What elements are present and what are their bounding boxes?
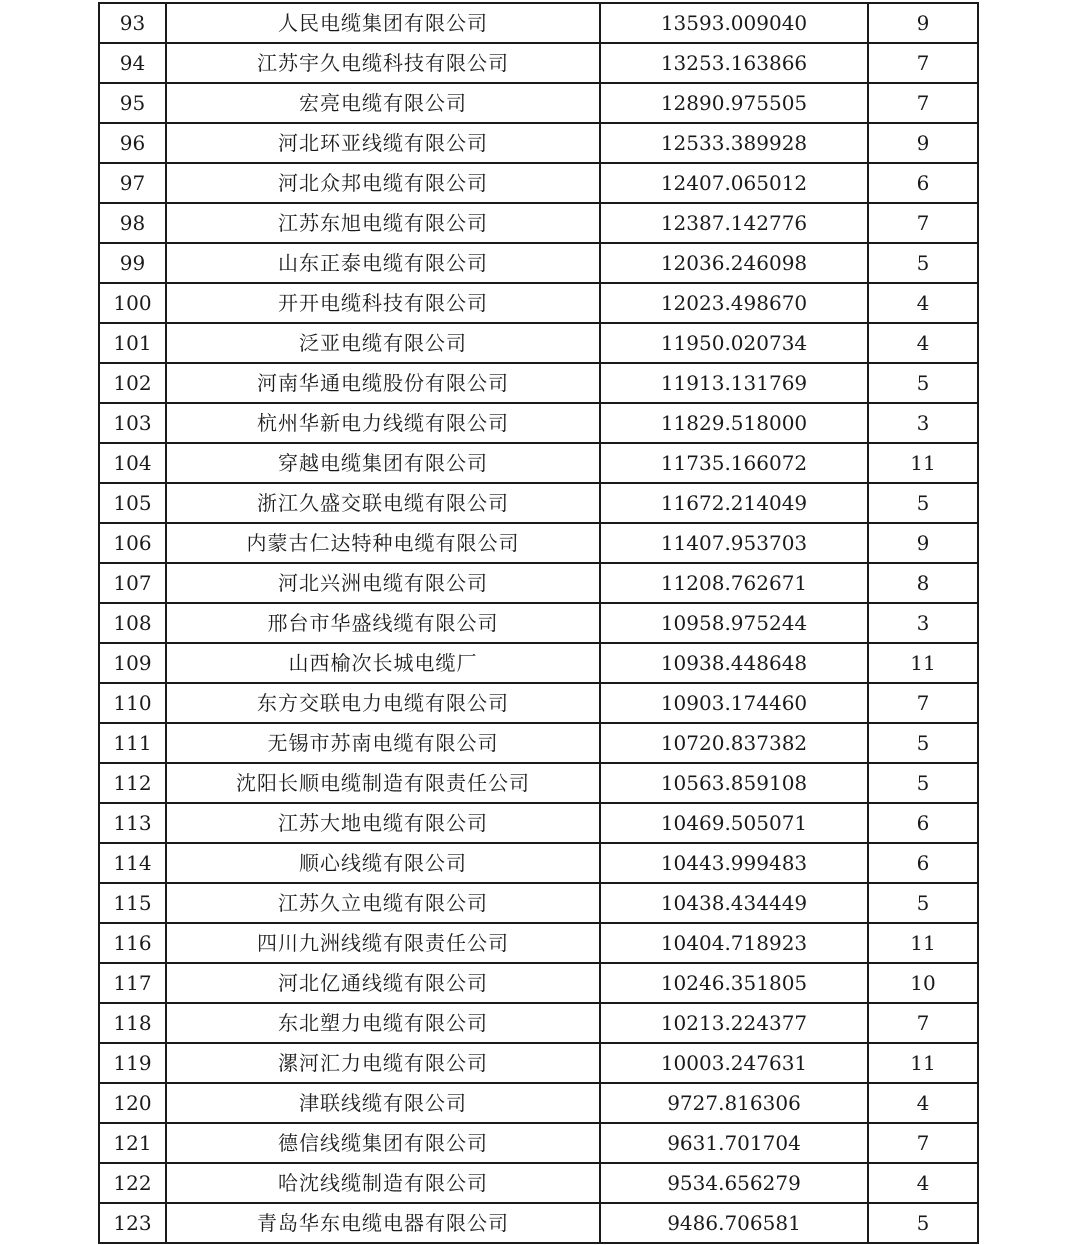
- company-name-cell: 青岛华东电缆电器有限公司: [166, 1203, 600, 1243]
- value-cell: 9727.816306: [600, 1083, 868, 1123]
- table-row: [99, 43, 978, 83]
- company-name-cell: 江苏久立电缆有限公司: [166, 883, 600, 923]
- count-cell: 5: [868, 363, 978, 403]
- table-row: [99, 203, 978, 243]
- count-cell: 4: [868, 283, 978, 323]
- table-row: [99, 643, 978, 683]
- rank-cell: 123: [99, 1203, 166, 1243]
- company-name-cell: 德信线缆集团有限公司: [166, 1123, 600, 1163]
- company-name-cell: 东方交联电力电缆有限公司: [166, 683, 600, 723]
- value-cell: 10563.859108: [600, 763, 868, 803]
- company-name-cell: 泛亚电缆有限公司: [166, 323, 600, 363]
- count-cell: 5: [868, 243, 978, 283]
- rank-cell: 97: [99, 163, 166, 203]
- company-name-cell: 河北众邦电缆有限公司: [166, 163, 600, 203]
- table-row: [99, 1163, 978, 1203]
- value-cell: 10469.505071: [600, 803, 868, 843]
- value-cell: 11913.131769: [600, 363, 868, 403]
- table-row: [99, 483, 978, 523]
- table-row: [99, 843, 978, 883]
- table-row: [99, 1203, 978, 1243]
- value-cell: 10404.718923: [600, 923, 868, 963]
- company-name-cell: 开开电缆科技有限公司: [166, 283, 600, 323]
- value-cell: 10958.975244: [600, 603, 868, 643]
- rank-cell: 106: [99, 523, 166, 563]
- value-cell: 10938.448648: [600, 643, 868, 683]
- table-row: [99, 443, 978, 483]
- table-row: [99, 323, 978, 363]
- value-cell: 11208.762671: [600, 563, 868, 603]
- rank-cell: 98: [99, 203, 166, 243]
- table-row: [99, 803, 978, 843]
- company-name-cell: 浙江久盛交联电缆有限公司: [166, 483, 600, 523]
- count-cell: 11: [868, 1043, 978, 1083]
- count-cell: 11: [868, 443, 978, 483]
- value-cell: 11672.214049: [600, 483, 868, 523]
- company-name-cell: 哈沈线缆制造有限公司: [166, 1163, 600, 1203]
- count-cell: 6: [868, 843, 978, 883]
- rank-cell: 117: [99, 963, 166, 1003]
- value-cell: 10438.434449: [600, 883, 868, 923]
- table-row: [99, 1003, 978, 1043]
- count-cell: 7: [868, 203, 978, 243]
- count-cell: 11: [868, 643, 978, 683]
- rank-cell: 100: [99, 283, 166, 323]
- count-cell: 4: [868, 323, 978, 363]
- count-cell: 9: [868, 523, 978, 563]
- table-row: [99, 923, 978, 963]
- table-row: [99, 283, 978, 323]
- count-cell: 9: [868, 3, 978, 43]
- value-cell: 10213.224377: [600, 1003, 868, 1043]
- company-name-cell: 东北塑力电缆有限公司: [166, 1003, 600, 1043]
- value-cell: 12036.246098: [600, 243, 868, 283]
- company-name-cell: 江苏东旭电缆有限公司: [166, 203, 600, 243]
- company-name-cell: 穿越电缆集团有限公司: [166, 443, 600, 483]
- rank-cell: 99: [99, 243, 166, 283]
- company-name-cell: 江苏宇久电缆科技有限公司: [166, 43, 600, 83]
- value-cell: 10246.351805: [600, 963, 868, 1003]
- table-row: [99, 163, 978, 203]
- table-row: [99, 1083, 978, 1123]
- value-cell: 12890.975505: [600, 83, 868, 123]
- table-row: [99, 363, 978, 403]
- table-row: [99, 3, 978, 43]
- value-cell: 9534.656279: [600, 1163, 868, 1203]
- rank-cell: 111: [99, 723, 166, 763]
- count-cell: 7: [868, 1003, 978, 1043]
- rank-cell: 119: [99, 1043, 166, 1083]
- company-name-cell: 人民电缆集团有限公司: [166, 3, 600, 43]
- value-cell: 10720.837382: [600, 723, 868, 763]
- count-cell: 7: [868, 83, 978, 123]
- count-cell: 6: [868, 163, 978, 203]
- table-row: [99, 243, 978, 283]
- count-cell: 5: [868, 883, 978, 923]
- company-name-cell: 顺心线缆有限公司: [166, 843, 600, 883]
- rank-cell: 114: [99, 843, 166, 883]
- value-cell: 11735.166072: [600, 443, 868, 483]
- rank-cell: 120: [99, 1083, 166, 1123]
- rank-cell: 122: [99, 1163, 166, 1203]
- table-row: [99, 683, 978, 723]
- rank-cell: 115: [99, 883, 166, 923]
- rank-cell: 113: [99, 803, 166, 843]
- value-cell: 10903.174460: [600, 683, 868, 723]
- rank-cell: 118: [99, 1003, 166, 1043]
- ranking-table: [98, 2, 979, 1244]
- count-cell: 7: [868, 1123, 978, 1163]
- count-cell: 7: [868, 43, 978, 83]
- value-cell: 11829.518000: [600, 403, 868, 443]
- value-cell: 12533.389928: [600, 123, 868, 163]
- count-cell: 3: [868, 603, 978, 643]
- count-cell: 8: [868, 563, 978, 603]
- rank-cell: 94: [99, 43, 166, 83]
- count-cell: 3: [868, 403, 978, 443]
- table-row: [99, 123, 978, 163]
- table-row: [99, 723, 978, 763]
- value-cell: 13253.163866: [600, 43, 868, 83]
- value-cell: 9486.706581: [600, 1203, 868, 1243]
- table-row: [99, 1123, 978, 1163]
- table-row: [99, 963, 978, 1003]
- count-cell: 11: [868, 923, 978, 963]
- count-cell: 5: [868, 1203, 978, 1243]
- rank-cell: 109: [99, 643, 166, 683]
- rank-cell: 112: [99, 763, 166, 803]
- rank-cell: 110: [99, 683, 166, 723]
- table-row: [99, 83, 978, 123]
- company-name-cell: 内蒙古仁达特种电缆有限公司: [166, 523, 600, 563]
- rank-cell: 121: [99, 1123, 166, 1163]
- rank-cell: 96: [99, 123, 166, 163]
- company-name-cell: 宏亮电缆有限公司: [166, 83, 600, 123]
- table-row: [99, 563, 978, 603]
- table-row: [99, 883, 978, 923]
- count-cell: 5: [868, 483, 978, 523]
- company-name-cell: 四川九洲线缆有限责任公司: [166, 923, 600, 963]
- table-row: [99, 403, 978, 443]
- value-cell: 13593.009040: [600, 3, 868, 43]
- value-cell: 12023.498670: [600, 283, 868, 323]
- value-cell: 10003.247631: [600, 1043, 868, 1083]
- table-row: [99, 1043, 978, 1083]
- count-cell: 5: [868, 763, 978, 803]
- rank-cell: 93: [99, 3, 166, 43]
- table-body: [99, 3, 978, 1243]
- company-name-cell: 江苏大地电缆有限公司: [166, 803, 600, 843]
- rank-cell: 103: [99, 403, 166, 443]
- company-name-cell: 河北兴洲电缆有限公司: [166, 563, 600, 603]
- company-name-cell: 漯河汇力电缆有限公司: [166, 1043, 600, 1083]
- rank-cell: 107: [99, 563, 166, 603]
- value-cell: 11950.020734: [600, 323, 868, 363]
- company-name-cell: 山东正泰电缆有限公司: [166, 243, 600, 283]
- table-row: [99, 603, 978, 643]
- company-name-cell: 沈阳长顺电缆制造有限责任公司: [166, 763, 600, 803]
- count-cell: 10: [868, 963, 978, 1003]
- value-cell: 10443.999483: [600, 843, 868, 883]
- count-cell: 5: [868, 723, 978, 763]
- value-cell: 12387.142776: [600, 203, 868, 243]
- count-cell: 4: [868, 1083, 978, 1123]
- count-cell: 7: [868, 683, 978, 723]
- count-cell: 6: [868, 803, 978, 843]
- company-name-cell: 河南华通电缆股份有限公司: [166, 363, 600, 403]
- rank-cell: 104: [99, 443, 166, 483]
- value-cell: 9631.701704: [600, 1123, 868, 1163]
- company-name-cell: 无锡市苏南电缆有限公司: [166, 723, 600, 763]
- value-cell: 11407.953703: [600, 523, 868, 563]
- rank-cell: 95: [99, 83, 166, 123]
- rank-cell: 116: [99, 923, 166, 963]
- company-name-cell: 河北亿通线缆有限公司: [166, 963, 600, 1003]
- count-cell: 4: [868, 1163, 978, 1203]
- company-name-cell: 杭州华新电力线缆有限公司: [166, 403, 600, 443]
- rank-cell: 108: [99, 603, 166, 643]
- table-row: [99, 523, 978, 563]
- company-name-cell: 山西榆次长城电缆厂: [166, 643, 600, 683]
- value-cell: 12407.065012: [600, 163, 868, 203]
- company-name-cell: 邢台市华盛线缆有限公司: [166, 603, 600, 643]
- count-cell: 9: [868, 123, 978, 163]
- rank-cell: 105: [99, 483, 166, 523]
- company-name-cell: 津联线缆有限公司: [166, 1083, 600, 1123]
- rank-cell: 101: [99, 323, 166, 363]
- company-name-cell: 河北环亚线缆有限公司: [166, 123, 600, 163]
- rank-cell: 102: [99, 363, 166, 403]
- table-row: [99, 763, 978, 803]
